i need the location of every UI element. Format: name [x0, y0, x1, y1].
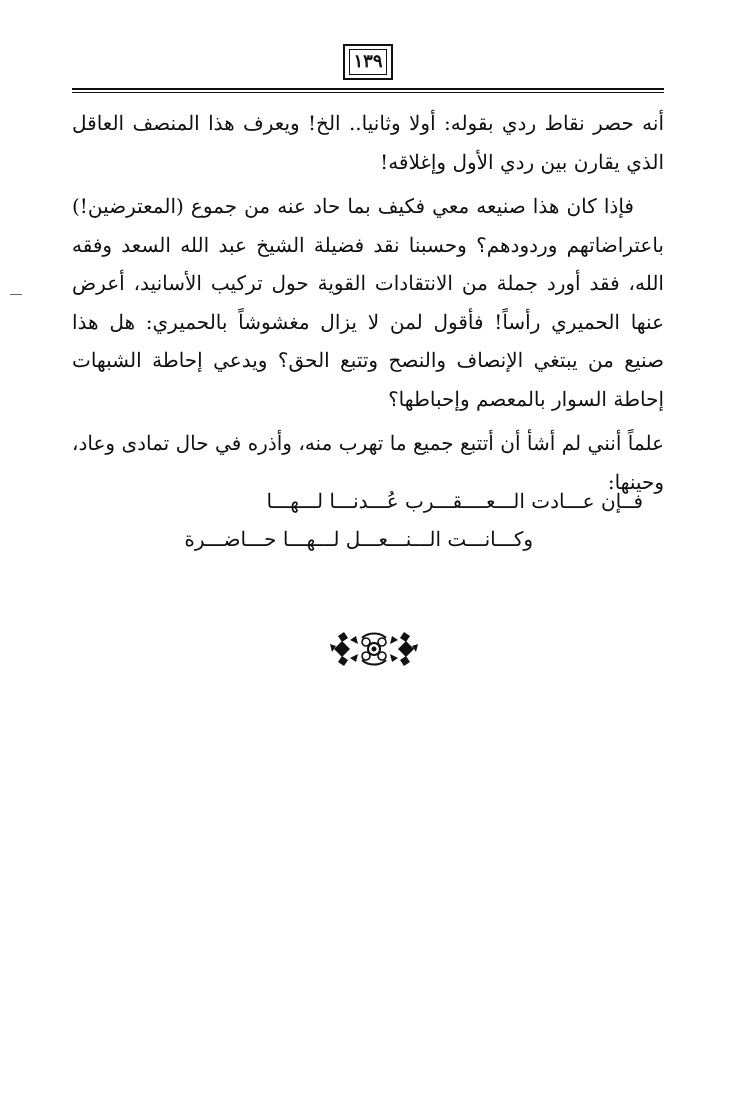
page-number-frame: [343, 44, 393, 80]
header-rule-thin: [72, 92, 664, 93]
paragraph-1: أنه حصر نقاط ردي بقوله: أولا وثانيا.. الخ! ويعرف هذا المنصف العاقل الذي يقارن بين ردي الأول وإغلاقه!: [72, 111, 664, 174]
paragraph-2: فإذا كان هذا صنيعه معي فكيف بما حاد عنه من جموع (المعترضين!) باعتراضاتهم وردودهم؟ وحسبنا نقد فضيلة الشيخ عبد الله السعد وفقه الله، فقد أورد جملة من الانتقادات القوية حول تركيب الأسانيد، أعرض عنها الحميري رأساً! فأقول لمن لا يزال مغشوشاً بالحميري: هل هذا صنيع من يبتغي الإنصاف والنصح وتتبع الحق؟ ويدعي إحاطة الشبهات إحاطة السوار بالمعصم وإحباطها؟: [72, 194, 665, 411]
header-rule: [72, 88, 664, 90]
body-text: [72, 104, 664, 501]
verse-line-1: فــإن عـــادت الـــعــــقـــرب عُـــدنـــا لـــهـــا: [266, 489, 643, 513]
floral-ornament-icon: [328, 626, 420, 672]
paragraph-3: علماً أنني لم أشأ أن أتتبع جميع ما تهرب منه، وأذره في حال تمادى وعاد، وحينها:: [72, 431, 664, 494]
verse-line-2: وكـــانـــت الـــنـــعـــل لـــهـــا حـــاضـــرة: [184, 527, 533, 551]
page-number: ١٣٩: [349, 49, 387, 75]
margin-mark: [10, 294, 22, 295]
